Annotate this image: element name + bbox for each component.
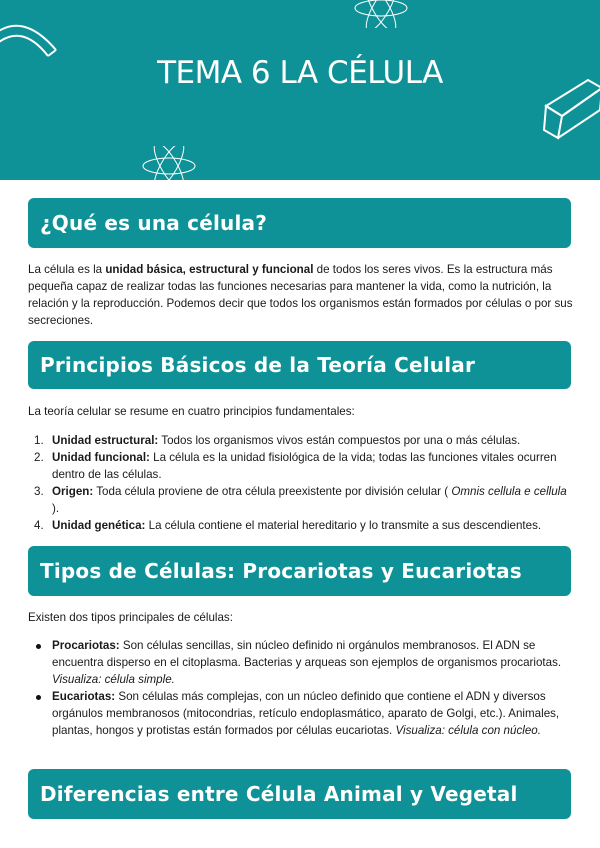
cell-types-list: [28, 637, 568, 739]
principles-list: [28, 432, 568, 534]
section-heading: ¿Qué es una célula?: [28, 198, 571, 248]
section-heading: Tipos de Células: Procariotas y Eucariotas: [28, 546, 571, 596]
bullet-icon: [36, 695, 41, 700]
section-heading: Principios Básicos de la Teoría Celular: [28, 341, 571, 389]
list-item: Procariotas: Son células sencillas, sin núcleo definido ni orgánulos membranosos. El ADN se encuentra disperso en el citoplasma. Bacterias y arqueas son ejemplos de organismos procariotas. Visualiza: célula simple.: [28, 637, 568, 688]
atom-icon: [140, 146, 198, 180]
list-item: 3. Origen: Toda célula proviene de otra célula preexistente por división celular ( Omnis cellula e cellula ).: [34, 485, 567, 515]
section-intro: Existen dos tipos principales de células:: [28, 611, 233, 624]
list-item: 1. Unidad estructural: Todos los organismos vivos están compuestos por una o más células.: [34, 434, 521, 447]
list-item: 2. Unidad funcional: La célula es la unidad fisiológica de la vida; todas las funciones vitales ocurren dentro de las células.: [34, 451, 557, 481]
atom-icon: [352, 0, 410, 28]
section-heading: Diferencias entre Célula Animal y Vegetal: [28, 769, 571, 819]
section-paragraph: La célula es la unidad básica, estructural y funcional de todos los seres vivos. Es la estructura más pequeña capaz de realizar todas las funciones necesarias para mantener la vida, como la nutrición, la relación y la reproducción. Podemos decir que todos los organismos están formados por células o por sus secreciones.: [28, 263, 573, 327]
list-item: 4. Unidad genética: La célula contiene el material hereditario y lo transmite a sus descendientes.: [34, 519, 542, 532]
page-title: TEMA 6 LA CÉLULA: [157, 55, 443, 91]
header-banner: [0, 0, 600, 180]
list-item: Eucariotas: Son células más complejas, con un núcleo definido que contiene el ADN y diversos orgánulos membranosos (mitocondrias, retículo endoplasmático, aparato de Golgi, etc.). Animales, plantas, hongos y protistas están formados por células eucariotas. Visualiza: célula con núcleo.: [28, 688, 568, 739]
section-intro: La teoría celular se resume en cuatro principios fundamentales:: [28, 405, 355, 418]
bullet-icon: [36, 644, 41, 649]
